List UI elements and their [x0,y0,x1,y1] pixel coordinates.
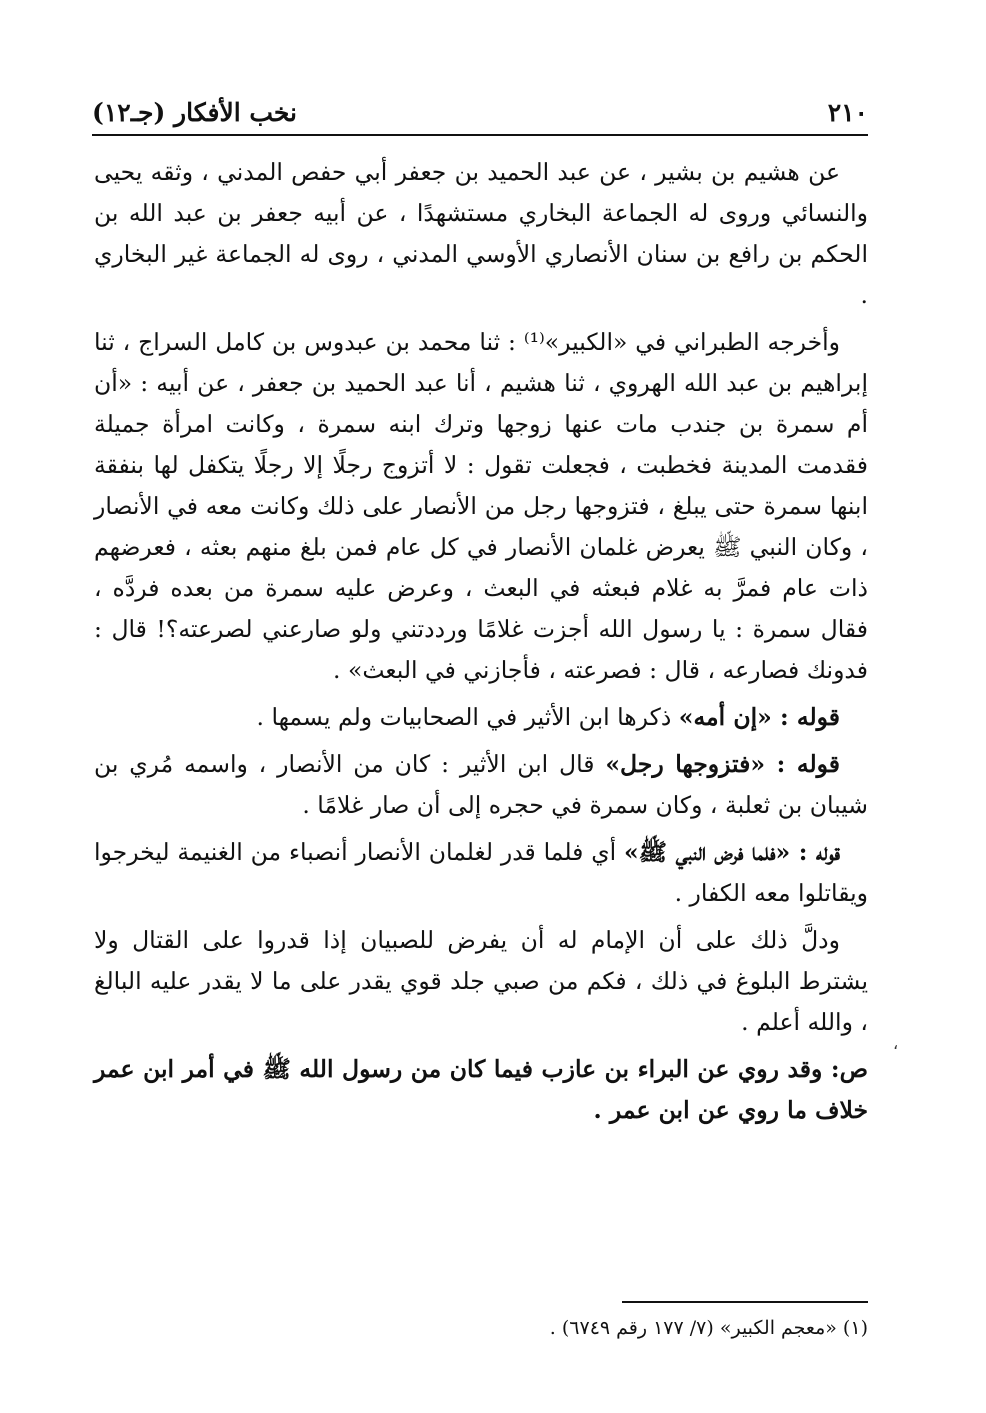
commentary-text: أي فلما قدر لغلمان الأنصار أنصباء من الغنيمة ليخرجوا ويقاتلوا معه الكفار . [94,838,868,907]
paragraph-ruling: ودلَّ ذلك على أن الإمام له أن يفرض للصبيان إذا قدروا على القتال ولا يشترط البلوغ في ذلك ، فكم من صبي جلد قوي يقدر على ما لا يقدر عليه البالغ ، والله أعلم . [94,926,868,1036]
paragraph-tabarani-report: وأخرجه الطبراني في «الكبير»⁽¹⁾ : ثنا محمد بن عبدوس بن كامل السراج ، ثنا إبراهيم بن عبد الله الهروي ، ثنا هشيم ، أنا عبد الحميد بن جعفر ، عن أبيه : «أن أم سمرة بن جندب مات عنها زوجها وترك ابنه سمرة ، وكانت امرأة جميلة فقدمت المدينة فخطبت ، فجعلت تقول : لا أتزوج رجلًا إلا رجلًا يتكفل لها بنفقة ابنها سمرة حتى يبلغ ، فتزوجها رجل من الأنصار على ذلك وكانت معه في الأنصار ، وكان النبي ﷺ يعرض غلمان الأنصار في كل عام فمن بلغ منهم بعثه ، فعرضهم ذات عام فمرَّ به غلام فبعثه في البعث ، وعرض عليه سمرة من بعده فردَّه ، فقال سمرة : يا رسول الله أجزت غلامًا ورددتني ولو صارعني لصرعته؟! قال : فدونك فصارعه ، قال : فصرعته ، فأجازني في البعث» . [94,328,868,684]
page-number: ٢١٠ [827,97,868,127]
main-text [94,152,868,1137]
header-rule [92,134,868,136]
quoted-phrase: قوله : «إن أمه» [678,703,840,731]
paragraph-narrators: عن هشيم بن بشير ، عن عبد الحميد بن جعفر أبي حفص المدني ، وثقه يحيى والنسائي وروى له الجماعة البخاري مستشهدًا ، عن أبيه جعفر بن عبد الله بن الحكم بن رافع بن سنان الأنصاري الأوسي المدني ، روى له الجماعة غير البخاري . [94,158,868,309]
commentary-text: قال ابن الأثير : كان من الأنصار ، واسمه مُري بن شيبان بن ثعلبة ، وكان سمرة في حجره إلى أن صار غلامًا . [94,750,868,819]
footnote: (١) «معجم الكبير» (٧/ ١٧٧ رقم ٦٧٤٩) . [549,1317,868,1339]
running-title: نخب الأفكار (جـ١٢) [92,97,298,127]
paragraph-commentary-husband [94,744,868,826]
footnote-rule [622,1301,868,1303]
commentary-text: ذكرها ابن الأثير في الصحابيات ولم يسمها . [256,703,679,731]
quoted-phrase: قوله : «فلما فرض النبي ﷺ» [623,838,840,866]
margin-mark: ، [893,1034,899,1053]
paragraph-commentary-allotment [94,832,868,914]
paragraph-next-text: ص: وقد روي عن البراء بن عازب فيما كان من رسول الله ﷺ في أمر ابن عمر خلاف ما روي عن ابن عمر . [94,1055,868,1124]
paragraph-commentary-mother [94,697,868,738]
quoted-phrase: قوله : «فتزوجها رجل» [605,750,840,778]
page-header [92,92,868,132]
